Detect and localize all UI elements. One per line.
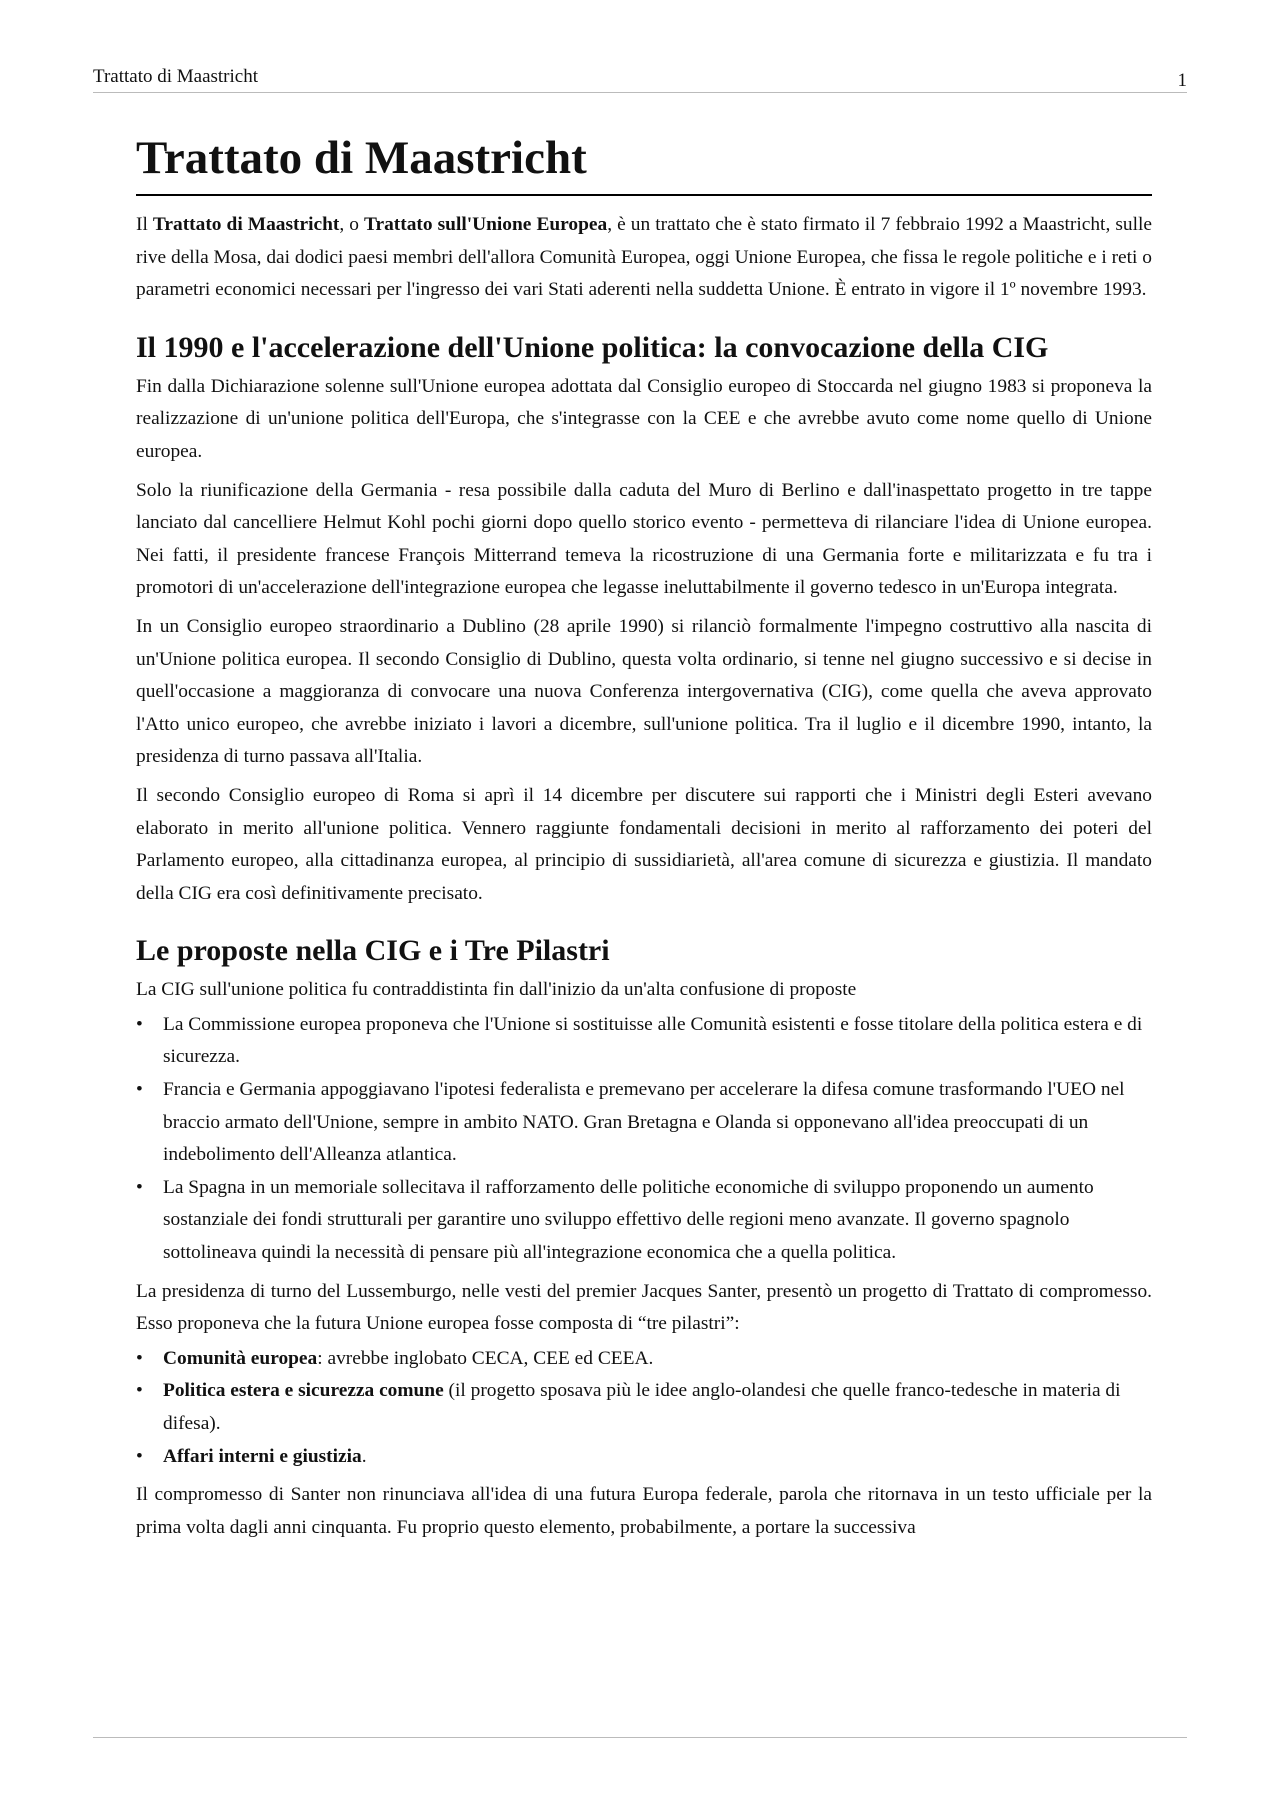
list-item: • La Commissione europea proponeva che l'Unione si sostituisse alle Comunità esistenti e fosse titolare della politica estera e di sicurezza.	[136, 1009, 1152, 1074]
paragraph: Il secondo Consiglio europeo di Roma si aprì il 14 dicembre per discutere sui rapporti che i Ministri degli Esteri avevano elaborato in merito all'unione politica. Vennero raggiunte fondamentali decisioni in merito al rafforzamento dei poteri del Parlamento europeo, alla cittadinanza europea, al principio di sussidiarietà, all'area comune di sicurezza e giustizia. Il mandato della CIG era così definitivamente precisato.	[136, 784, 1152, 904]
paragraph: In un Consiglio europeo straordinario a Dublino (28 aprile 1990) si rilanciò formalmente l'impegno costruttivo alla nascita di un'Unione politica europea. Il secondo Consiglio di Dublino, questa volta ordinario, si tenne nel giugno successivo e si decise in quell'occasione a maggioranza di convocare una nuova Conferenza intergovernativa (CIG), come quella che aveva approvato l'Atto unico europeo, che avrebbe iniziato i lavori a dicembre, sull'unione politica. Tra il luglio e il dicembre 1990, intanto, la presidenza di turno passava all'Italia.	[136, 615, 1152, 768]
pillar-name: Comunità europea	[163, 1347, 318, 1369]
page-title: Trattato di Maastricht	[136, 128, 1152, 196]
section-heading: Le proposte nella CIG e i Tre Pilastri	[136, 934, 610, 968]
intro-bold-term: Trattato di Maastricht	[152, 214, 340, 235]
list-item: • Francia e Germania appoggiavano l'ipotesi federalista e premevano per accelerare la difesa comune trasformando l'UEO nel braccio armato dell'Unione, sempre in ambito NATO. Gran Bretagna e Olanda si opponevano all'idea preoccupati di un indebolimento dell'Alleanza atlantica.	[136, 1074, 1152, 1172]
paragraph: La CIG sull'unione politica fu contraddistinta fin dall'inizio da un'alta confusione di proposte	[136, 979, 857, 1001]
intro-paragraph: Il Trattato di Maastricht, o Trattato sull'Unione Europea, è un trattato che è stato firmato il 7 febbraio 1992 a Maastricht, sulle rive della Mosa, dai dodici paesi membri dell'allora Comunità Europea, oggi Unione Europea, che fissa le regole politiche e i reti o parametri economici necessari per l'ingresso dei vari Stati aderenti nella suddetta Unione. È entrato in vigore il 1º novembre 1993.	[136, 214, 1152, 301]
running-header	[93, 62, 1187, 93]
list-item: • Affari interni e giustizia.	[136, 1441, 1152, 1474]
list-item: • Comunità europea: avrebbe inglobato CECA, CEE ed CEEA.	[136, 1343, 1152, 1376]
pillar-name: Affari interni e giustizia	[163, 1445, 362, 1467]
bullet-icon: •	[136, 1347, 143, 1369]
running-title: Trattato di Maastricht	[93, 66, 258, 87]
pillar-name: Politica estera e sicurezza comune	[163, 1380, 444, 1402]
article-body	[136, 128, 1152, 1544]
bullet-icon: •	[136, 1079, 143, 1101]
proposals-list	[136, 1009, 1152, 1270]
page-number: 1	[1177, 70, 1187, 91]
paragraph: Il compromesso di Santer non rinunciava all'idea di una futura Europa federale, parola che ritornava in un testo ufficiale per la prima volta dagli anni cinquanta. Fu proprio questo elemento, probabilmente, a portare la successiva	[136, 1484, 1152, 1538]
paragraph: Solo la riunificazione della Germania - resa possibile dalla caduta del Muro di Berlino e dall'inaspettato progetto in tre tappe lanciato dal cancelliere Helmut Kohl pochi giorni dopo quello storico evento - permetteva di rilanciare l'idea di Unione europea. Nei fatti, il presidente francese François Mitterrand temeva la ricostruzione di una Germania forte e militarizzata e fu tra i promotori di un'accelerazione dell'integrazione europea che legasse ineluttabilmente il governo tedesco in un'Europa integrata.	[136, 479, 1152, 599]
bullet-icon: •	[136, 1445, 143, 1467]
list-item: • Politica estera e sicurezza comune (il progetto sposava più le idee anglo-olandesi che quelle franco-tedesche in materia di difesa).	[136, 1375, 1152, 1440]
bullet-icon: •	[136, 1176, 143, 1198]
list-item: • La Spagna in un memoriale sollecitava il rafforzamento delle politiche economiche di sviluppo proponendo un aumento sostanziale dei fondi strutturali per garantire uno sviluppo effettivo delle regioni meno avanzate. Il governo spagnolo sottolineava quindi la necessità di pensare più all'integrazione economica che a quella politica.	[136, 1172, 1152, 1270]
bullet-icon: •	[136, 1380, 143, 1402]
footer-divider	[93, 1737, 1187, 1738]
intro-bold-term: Trattato sull'Unione Europea	[364, 214, 608, 235]
paragraph: Fin dalla Dichiarazione solenne sull'Unione europea adottata dal Consiglio europeo di Stoccarda nel giugno 1983 si proponeva la realizzazione di un'unione politica dell'Europa, che s'integrasse con la CEE e che avrebbe avuto come nome quello di Unione europea.	[136, 375, 1152, 462]
section-heading: Il 1990 e l'accelerazione dell'Unione politica: la convocazione della CIG	[136, 330, 1049, 364]
paragraph: La presidenza di turno del Lussemburgo, nelle vesti del premier Jacques Santer, presentò un progetto di Trattato di compromesso. Esso proponeva che la futura Unione europea fosse composta di “tre pilastri”:	[136, 1280, 1152, 1335]
pillars-list	[136, 1343, 1152, 1473]
bullet-icon: •	[136, 1013, 143, 1035]
